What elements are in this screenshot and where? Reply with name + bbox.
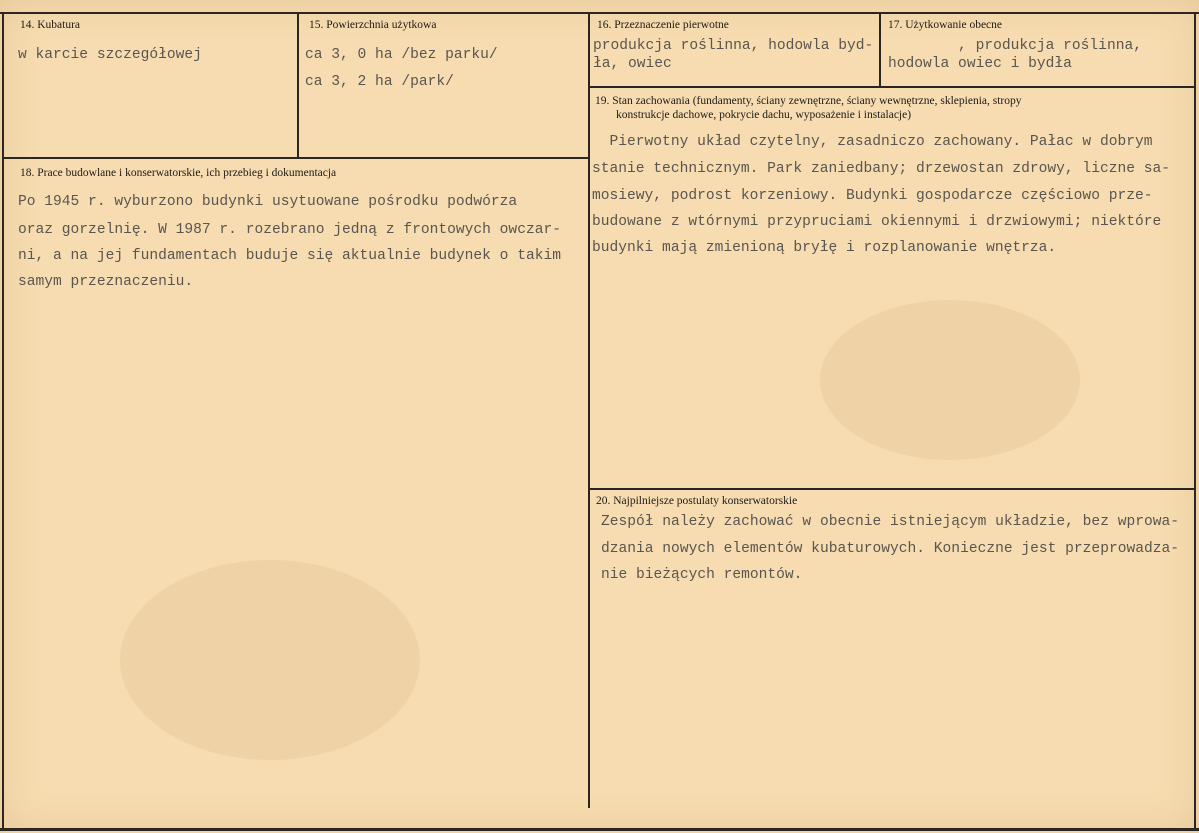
field-18-line-1: Po 1945 r. wyburzono budynki usytuowane pośrodku podwórza bbox=[18, 194, 518, 210]
field-17-line-2: hodowla owiec i bydła bbox=[888, 56, 1072, 72]
field-19-line-4: budowane z wtórnymi przypruciami okiennymi i drzwiowymi; niektóre bbox=[592, 214, 1162, 230]
field-20-line-1: Zespół należy zachować w obecnie istniejącym układzie, bez wprowa- bbox=[601, 514, 1180, 530]
divider-main bbox=[588, 12, 590, 808]
field-18-line-2: oraz gorzelnię. W 1987 r. rozebrano jedną z frontowych owczar- bbox=[18, 222, 561, 238]
field-17-label: 17. Użytkowanie obecne bbox=[888, 19, 1003, 31]
field-20-label: 20. Najpilniejsze postulaty konserwatorskie bbox=[596, 495, 798, 507]
field-20-line-2: dzania nowych elementów kubaturowych. Konieczne jest przeprowadza- bbox=[601, 541, 1180, 557]
field-14-label: 14. Kubatura bbox=[20, 19, 81, 31]
field-18-label: 18. Prace budowlane i konserwatorskie, ich przebieg i dokumentacja bbox=[20, 167, 337, 179]
divider-above-20 bbox=[588, 488, 1196, 490]
field-19-label-line-1: 19. Stan zachowania (fundamenty, ściany zewnętrzne, ściany wewnętrzne, sklepienia, stropy bbox=[595, 95, 1022, 107]
field-18-line-3: ni, a na jej fundamentach buduje się aktualnie budynek o takim bbox=[18, 248, 561, 264]
bottom-border bbox=[0, 828, 1199, 831]
paper-stain bbox=[820, 300, 1080, 460]
field-16-label: 16. Przeznaczenie pierwotne bbox=[597, 19, 729, 31]
field-19-line-2: stanie technicznym. Park zaniedbany; drzewostan zdrowy, liczne sa- bbox=[592, 161, 1171, 177]
field-15-line-1: ca 3, 0 ha /bez parku/ bbox=[305, 47, 498, 63]
paper-stain bbox=[120, 560, 420, 760]
divider-14-15 bbox=[297, 12, 299, 157]
field-16-line-2: ła, owiec bbox=[593, 56, 672, 72]
field-16-line-1: produkcja roślinna, hodowla byd- bbox=[593, 38, 874, 54]
divider-above-18 bbox=[2, 157, 588, 159]
divider-below-16-17 bbox=[588, 86, 1196, 88]
field-15-label: 15. Powierzchnia użytkowa bbox=[309, 19, 437, 31]
field-14-value: w karcie szczegółowej bbox=[18, 47, 202, 63]
field-18-line-4: samym przeznaczeniu. bbox=[18, 274, 194, 290]
field-19-label-line-2: konstrukcje dachowe, pokrycie dachu, wyposażenie i instalacje) bbox=[616, 109, 912, 121]
right-border bbox=[1194, 12, 1196, 830]
field-19-line-1: Pierwotny układ czytelny, zasadniczo zachowany. Pałac w dobrym bbox=[592, 134, 1153, 150]
field-17-line-1: , produkcja roślinna, bbox=[888, 38, 1142, 54]
field-20-line-3: nie bieżących remontów. bbox=[601, 567, 803, 583]
divider-16-17 bbox=[879, 12, 881, 86]
field-15-line-2: ca 3, 2 ha /park/ bbox=[305, 74, 454, 90]
field-19-line-3: mosiewy, podrost korzeniowy. Budynki gospodarcze częściowo prze- bbox=[592, 188, 1153, 204]
field-19-line-5: budynki mają zmienioną bryłę i rozplanowanie wnętrza. bbox=[592, 240, 1057, 256]
left-border bbox=[2, 12, 4, 830]
top-border bbox=[0, 12, 1199, 14]
